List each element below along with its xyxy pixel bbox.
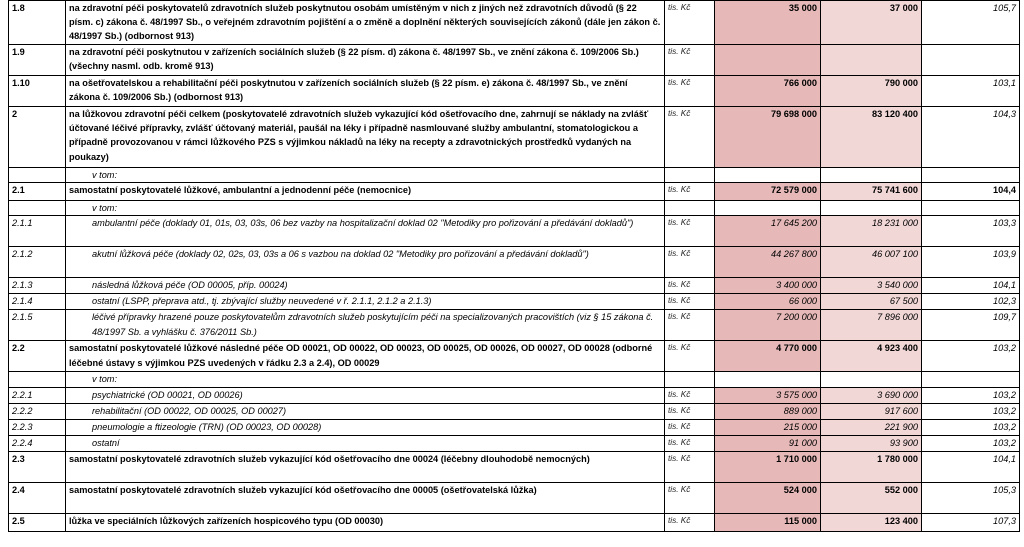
row-number: 2.1.2: [9, 247, 66, 278]
index-value: [922, 168, 1020, 183]
table-row: [9, 107, 1020, 168]
index-value: 104,1: [922, 451, 1020, 482]
table-row: [9, 451, 1020, 482]
row-description: samostatní poskytovatelé lůžkové, ambulantní a jednodenní péče (nemocnice): [66, 183, 665, 201]
row-description: na lůžkovou zdravotní péči celkem (poskytovatelé zdravotních služeb vykazující kód ošetřovacího dne, zahrnují se náklady na zvlášť účtované léčivé přípravky, zvlášť účtovaný materiál, paušál na léky i případně nasmlouvané služby ambulantní, stomatologickou a případně provozovanou v rámci lůžkového PZS s výjimkou nákladů na léky na recepty a zdravotnických prostředků vydaných na poukazy): [66, 107, 665, 168]
row-number: [9, 372, 66, 387]
row-unit: tis. Kč: [665, 247, 715, 278]
value-column-2: 7 896 000: [821, 310, 922, 341]
row-description: v tom:: [66, 201, 665, 216]
row-unit: tis. Kč: [665, 107, 715, 168]
row-unit: tis. Kč: [665, 387, 715, 403]
value-column-2: 18 231 000: [821, 216, 922, 247]
row-description: léčivé přípravky hrazené pouze poskytovatelům zdravotních služeb poskytujícím péči na specializovaných pracovištích (viz § 15 zákona č. 48/1997 Sb. a vyhlášku č. 376/2011 Sb.): [66, 310, 665, 341]
row-unit: tis. Kč: [665, 513, 715, 531]
value-column-1: 66 000: [715, 294, 821, 310]
value-column-1: 1 710 000: [715, 451, 821, 482]
index-value: [922, 201, 1020, 216]
index-value: 103,1: [922, 76, 1020, 107]
row-description: lůžka ve speciálních lůžkových zařízeních hospicového typu (OD 00030): [66, 513, 665, 531]
row-number: 2.1.3: [9, 278, 66, 294]
row-description: rehabilitační (OD 00022, OD 00025, OD 00027): [66, 403, 665, 419]
row-number: 1.8: [9, 1, 66, 45]
table-row: [9, 201, 1020, 216]
row-number: 2.2.2: [9, 403, 66, 419]
row-description: na zdravotní péči poskytovatelů zdravotních služeb poskytnutou osobám umístěným v nich z jiných než zdravotních důvodů (§ 22 písm. c) zákona č. 48/1997 Sb., o veřejném zdravotním pojištění a o změně a doplnění některých souvisejících zákonů (dále jen zákon č. 48/1997 Sb.) (odbornost 913): [66, 1, 665, 45]
row-description: ostatní: [66, 435, 665, 451]
index-value: [922, 45, 1020, 76]
table-row: [9, 168, 1020, 183]
value-column-2: 552 000: [821, 482, 922, 513]
row-unit: [665, 168, 715, 183]
index-value: 104,1: [922, 278, 1020, 294]
index-value: 105,3: [922, 482, 1020, 513]
value-column-2: 37 000: [821, 1, 922, 45]
value-column-1: 72 579 000: [715, 183, 821, 201]
value-column-2: 221 900: [821, 419, 922, 435]
row-number: 2.1.5: [9, 310, 66, 341]
value-column-2: 46 007 100: [821, 247, 922, 278]
value-column-1: 889 000: [715, 403, 821, 419]
row-number: 1.10: [9, 76, 66, 107]
row-unit: tis. Kč: [665, 451, 715, 482]
row-unit: tis. Kč: [665, 310, 715, 341]
row-unit: tis. Kč: [665, 419, 715, 435]
value-column-1: [715, 372, 821, 387]
row-unit: tis. Kč: [665, 183, 715, 201]
row-unit: [665, 201, 715, 216]
index-value: 103,2: [922, 419, 1020, 435]
value-column-1: 215 000: [715, 419, 821, 435]
table-row: [9, 45, 1020, 76]
value-column-2: 3 690 000: [821, 387, 922, 403]
value-column-2: [821, 45, 922, 76]
value-column-2: 75 741 600: [821, 183, 922, 201]
row-description: samostatní poskytovatelé zdravotních služeb vykazující kód ošetřovacího dne 00005 (ošetřovatelská lůžka): [66, 482, 665, 513]
value-column-2: 4 923 400: [821, 341, 922, 372]
row-description: ambulantní péče (doklady 01, 01s, 03, 03s, 06 bez vazby na hospitalizační doklad 02 "Metodiky pro pořizování a předávání dokladů"): [66, 216, 665, 247]
row-unit: tis. Kč: [665, 403, 715, 419]
table-row: [9, 513, 1020, 531]
table-row: [9, 341, 1020, 372]
index-value: 103,2: [922, 387, 1020, 403]
row-unit: tis. Kč: [665, 1, 715, 45]
row-number: [9, 201, 66, 216]
value-column-2: [821, 168, 922, 183]
index-value: 103,2: [922, 435, 1020, 451]
value-column-1: 115 000: [715, 513, 821, 531]
row-unit: tis. Kč: [665, 45, 715, 76]
row-description: ostatní (LSPP, přeprava atd., tj. zbývající služby neuvedené v ř. 2.1.1, 2.1.2 a 2.1.3): [66, 294, 665, 310]
table-row: [9, 247, 1020, 278]
value-column-1: [715, 168, 821, 183]
row-description: samostatní poskytovatelé lůžkové následné péče OD 00021, OD 00022, OD 00023, OD 00025, OD 00026, OD 00027, OD 00028 (odborné léčebné ústavy s výjimkou PZS uvedených v řádku 2.3 a 2.4), OD 00029: [66, 341, 665, 372]
table-row: [9, 76, 1020, 107]
row-description: samostatní poskytovatelé zdravotních služeb vykazující kód ošetřovacího dne 00024 (léčebny dlouhodobě nemocných): [66, 451, 665, 482]
row-unit: tis. Kč: [665, 76, 715, 107]
table-row: [9, 403, 1020, 419]
row-number: 1.9: [9, 45, 66, 76]
row-unit: tis. Kč: [665, 278, 715, 294]
row-number: 2.5: [9, 513, 66, 531]
table-row: [9, 372, 1020, 387]
index-value: 103,2: [922, 403, 1020, 419]
table-row: [9, 278, 1020, 294]
row-unit: tis. Kč: [665, 482, 715, 513]
index-value: 105,7: [922, 1, 1020, 45]
row-number: 2.2: [9, 341, 66, 372]
value-column-1: [715, 45, 821, 76]
index-value: 107,3: [922, 513, 1020, 531]
value-column-2: 3 540 000: [821, 278, 922, 294]
row-unit: [665, 372, 715, 387]
row-number: 2.1.4: [9, 294, 66, 310]
table-row: [9, 183, 1020, 201]
row-description: pneumologie a ftizeologie (TRN) (OD 00023, OD 00028): [66, 419, 665, 435]
index-value: 104,4: [922, 183, 1020, 201]
row-number: 2.4: [9, 482, 66, 513]
value-column-1: 79 698 000: [715, 107, 821, 168]
value-column-2: 917 600: [821, 403, 922, 419]
value-column-1: 3 575 000: [715, 387, 821, 403]
index-value: 102,3: [922, 294, 1020, 310]
index-value: 103,9: [922, 247, 1020, 278]
value-column-1: 766 000: [715, 76, 821, 107]
row-number: 2.3: [9, 451, 66, 482]
value-column-2: 93 900: [821, 435, 922, 451]
value-column-2: 790 000: [821, 76, 922, 107]
value-column-1: 4 770 000: [715, 341, 821, 372]
row-description: v tom:: [66, 168, 665, 183]
index-value: [922, 372, 1020, 387]
value-column-1: 91 000: [715, 435, 821, 451]
value-column-2: 67 500: [821, 294, 922, 310]
row-unit: tis. Kč: [665, 341, 715, 372]
budget-table: [8, 0, 1020, 532]
value-column-2: 83 120 400: [821, 107, 922, 168]
value-column-1: 17 645 200: [715, 216, 821, 247]
value-column-2: [821, 201, 922, 216]
index-value: 104,3: [922, 107, 1020, 168]
row-number: 2.1.1: [9, 216, 66, 247]
value-column-1: 7 200 000: [715, 310, 821, 341]
row-number: 2.2.1: [9, 387, 66, 403]
row-description: následná lůžková péče (OD 00005, příp. 00024): [66, 278, 665, 294]
index-value: 103,2: [922, 341, 1020, 372]
row-unit: tis. Kč: [665, 294, 715, 310]
table-row: [9, 310, 1020, 341]
value-column-1: 3 400 000: [715, 278, 821, 294]
index-value: 103,3: [922, 216, 1020, 247]
value-column-1: 44 267 800: [715, 247, 821, 278]
index-value: 109,7: [922, 310, 1020, 341]
row-unit: tis. Kč: [665, 216, 715, 247]
value-column-1: [715, 201, 821, 216]
row-description: akutní lůžková péče (doklady 02, 02s, 03, 03s a 06 s vazbou na doklad 02 "Metodiky pro pořizování a předávání dokladů"): [66, 247, 665, 278]
row-number: 2.2.3: [9, 419, 66, 435]
row-unit: tis. Kč: [665, 435, 715, 451]
table-row: [9, 294, 1020, 310]
row-description: v tom:: [66, 372, 665, 387]
value-column-1: 35 000: [715, 1, 821, 45]
table-row: [9, 435, 1020, 451]
row-number: 2: [9, 107, 66, 168]
value-column-2: [821, 372, 922, 387]
row-number: 2.2.4: [9, 435, 66, 451]
value-column-2: 1 780 000: [821, 451, 922, 482]
table-row: [9, 482, 1020, 513]
row-description: na zdravotní péči poskytnutou v zařízeních sociálních služeb (§ 22 písm. d) zákona č. 48/1997 Sb., ve znění zákona č. 109/2006 Sb.) (všechny nasml. odb. kromě 913): [66, 45, 665, 76]
row-number: 2.1: [9, 183, 66, 201]
table-row: [9, 419, 1020, 435]
table-row: [9, 1, 1020, 45]
row-number: [9, 168, 66, 183]
value-column-2: 123 400: [821, 513, 922, 531]
table-row: [9, 216, 1020, 247]
row-description: psychiatrické (OD 00021, OD 00026): [66, 387, 665, 403]
value-column-1: 524 000: [715, 482, 821, 513]
table-row: [9, 387, 1020, 403]
row-description: na ošetřovatelskou a rehabilitační péči poskytnutou v zařízeních sociálních služeb (§ 22 písm. e) zákona č. 48/1997 Sb., ve znění zákona č. 109/2006 Sb.) (odbornost 913): [66, 76, 665, 107]
